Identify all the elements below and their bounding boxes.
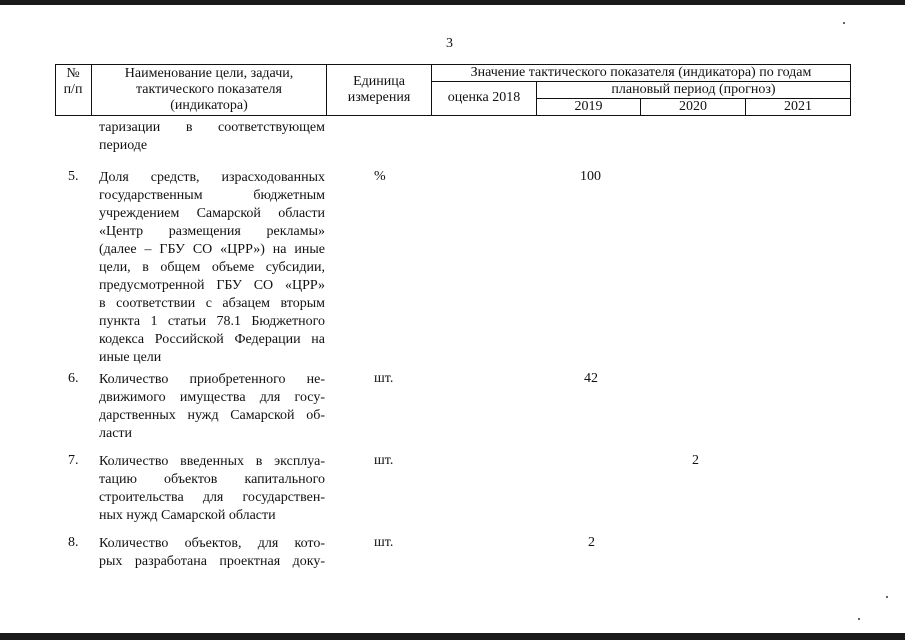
header-unit-line2: измерения — [347, 90, 411, 105]
header-estimate: оценка 2018 — [447, 90, 521, 105]
text-line: кодекса Российской Федерации на — [99, 332, 325, 347]
scan-speck — [886, 596, 888, 598]
text-line: предусмотренной ГБУ СО «ЦРР» — [99, 278, 325, 293]
header-year-2020: 2020 — [679, 99, 707, 114]
header-name-line3: (индикатора) — [170, 98, 248, 113]
row-8-unit: шт. — [374, 535, 394, 550]
row-5-description — [99, 169, 325, 367]
row-8-number: 8. — [68, 535, 79, 550]
text-line: Количество объектов, для кото- — [99, 536, 325, 551]
text-line: в соответствии с абзацем вторым — [99, 296, 325, 311]
header-unit-line1: Единица — [353, 74, 405, 89]
header-no-line2: п/п — [63, 82, 83, 97]
row-6-value-2019: 42 — [584, 371, 598, 386]
text-line: движимого имущества для госу- — [99, 390, 325, 405]
text-line: ласти — [99, 426, 133, 441]
row-5-unit: % — [374, 169, 386, 184]
row-7-unit: шт. — [374, 453, 394, 468]
text-line: цели, в общем объеме субсидии, — [99, 260, 325, 275]
text-line: тацию объектов капитального — [99, 472, 325, 487]
scan-speck — [858, 618, 860, 620]
row-6-description — [99, 371, 325, 443]
header-year-2021: 2021 — [784, 99, 812, 114]
row-7-value-2020: 2 — [692, 453, 699, 468]
header-plan-period: плановый период (прогноз) — [611, 82, 776, 97]
text-line: дарственных нужд Самарской об- — [99, 408, 325, 423]
scan-speck — [843, 22, 845, 24]
header-values: Значение тактического показателя (индикатора) по годам — [470, 65, 812, 80]
text-line: ных нужд Самарской области — [99, 508, 276, 523]
bottom-border — [0, 633, 905, 640]
header-no-line1: № — [66, 66, 80, 81]
row-7-description — [99, 453, 325, 525]
table-header — [55, 64, 851, 116]
text-line: таризации в соответствующем — [99, 120, 325, 135]
row-6-number: 6. — [68, 371, 79, 386]
text-line: «Центр размещения рекламы» — [99, 224, 325, 239]
header-name-line1: Наименование цели, задачи, — [124, 66, 294, 81]
text-line: периоде — [99, 138, 148, 153]
text-line: строительства для государствен- — [99, 490, 325, 505]
text-line: Количество приобретенного не- — [99, 372, 325, 387]
row-5-value-2019: 100 — [580, 169, 601, 184]
row-8-description — [99, 535, 325, 571]
header-year-2019: 2019 — [574, 99, 603, 114]
text-line: государственным бюджетным — [99, 188, 325, 203]
top-border — [0, 0, 905, 5]
row-6-unit: шт. — [374, 371, 394, 386]
page-number: 3 — [446, 36, 453, 51]
row-7-number: 7. — [68, 453, 79, 468]
text-line: Доля средств, израсходованных — [99, 170, 325, 185]
row-8-value-2019: 2 — [588, 535, 595, 550]
text-line: Количество введенных в эксплуа- — [99, 454, 325, 469]
text-line: рых разработана проектная доку- — [99, 554, 325, 569]
text-line: (далее – ГБУ СО «ЦРР») на иные — [99, 242, 325, 257]
row-5-number: 5. — [68, 169, 79, 184]
header-name-line2: тактического показателя — [136, 82, 282, 97]
text-line: иные цели — [99, 350, 162, 365]
text-line: учреждением Самарской области — [99, 206, 325, 221]
row-continuation-text — [99, 119, 325, 155]
text-line: пункта 1 статьи 78.1 Бюджетного — [99, 314, 325, 329]
